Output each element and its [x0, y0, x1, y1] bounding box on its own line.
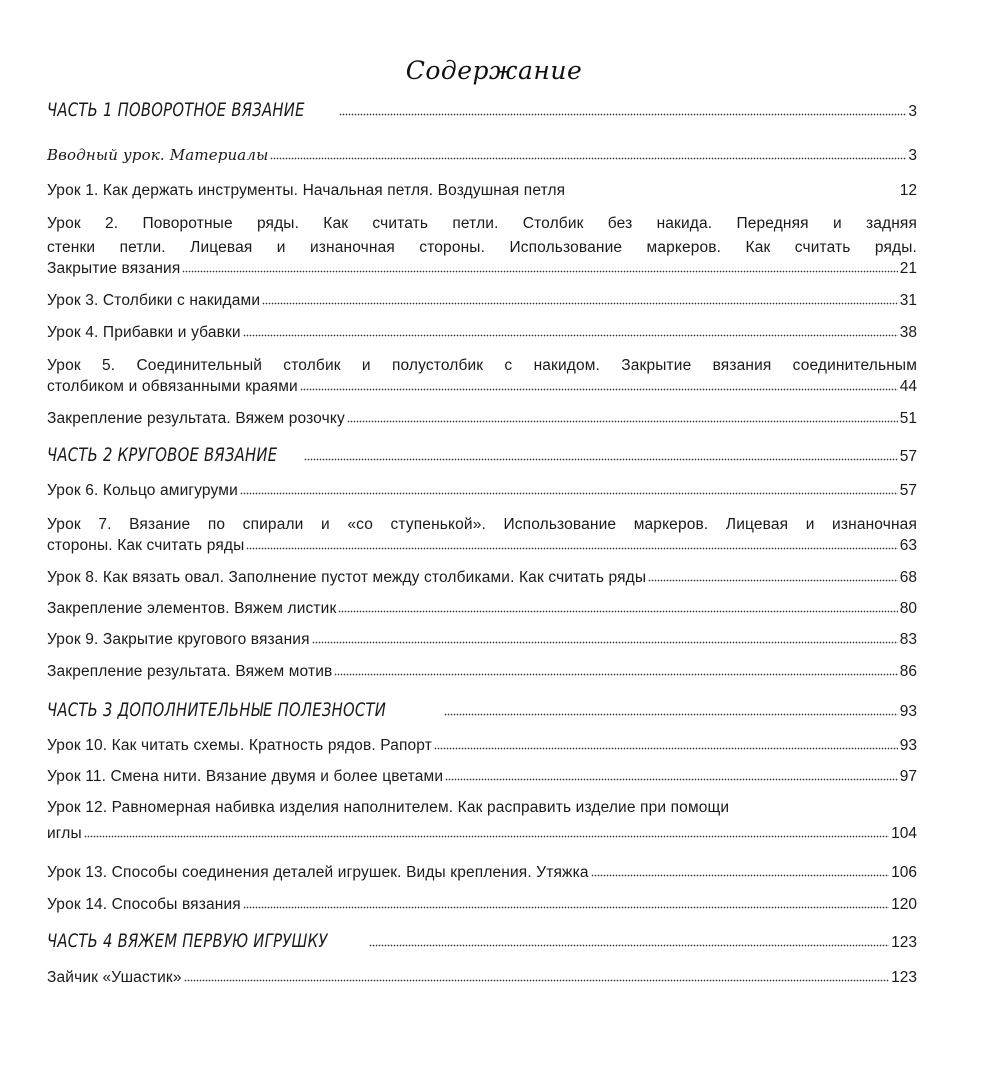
toc-entry-text: ЧАСТЬ 4 ВЯЖЕМ ПЕРВУЮ ИГРУШКУ	[47, 930, 328, 952]
toc-page-number: 44	[899, 378, 917, 395]
toc-page-number: 63	[899, 537, 917, 554]
leader-dots	[262, 302, 898, 305]
page-title: Содержание	[405, 56, 583, 85]
leader-dots	[334, 673, 897, 676]
leader-dots	[338, 610, 897, 613]
leader-dots	[240, 492, 898, 495]
toc-page-number: 104	[891, 825, 917, 842]
toc-entry-text: Урок 9. Закрытие кругового вязания	[47, 631, 310, 648]
toc-entry-text: Урок 8. Как вязать овал. Заполнение пустот между столбиками. Как считать ряды	[47, 569, 647, 586]
toc-entry-text: Закрытие вязания	[47, 260, 181, 277]
toc-page-number: 51	[899, 410, 917, 427]
toc-page-number: 12	[899, 182, 917, 199]
toc-lesson-1[interactable]	[47, 182, 917, 200]
toc-lesson-13[interactable]	[47, 864, 917, 882]
toc-entry-text: Урок 14. Способы вязания	[47, 896, 241, 913]
toc-lesson-6[interactable]	[47, 482, 917, 500]
toc-lesson-3[interactable]	[47, 292, 917, 310]
leader-dots	[339, 113, 906, 116]
toc-lesson-14[interactable]	[47, 896, 917, 914]
leader-dots	[648, 579, 898, 582]
toc-fix-3[interactable]	[47, 663, 917, 681]
leader-space	[567, 192, 898, 195]
toc-entry-line: Урок 7. Вязание по спирали и «со ступенькой». Использование маркеров. Лицевая и изнаночная	[47, 516, 917, 533]
toc-entry-text: стороны. Как считать ряды	[47, 537, 245, 554]
toc-part-2[interactable]	[47, 444, 917, 466]
leader-dots	[243, 906, 889, 909]
leader-dots	[182, 270, 897, 273]
leader-dots	[270, 157, 906, 160]
toc-lesson-7[interactable]	[47, 513, 917, 555]
toc-page-number: 123	[891, 969, 917, 986]
leader-dots	[369, 944, 889, 947]
toc-page-number: 93	[899, 703, 917, 720]
toc-page-number: 57	[899, 482, 917, 499]
leader-dots	[246, 547, 897, 550]
leader-dots	[304, 458, 897, 461]
toc-entry-text: иглы	[47, 825, 82, 842]
toc-entry-text: Урок 3. Столбики с накидами	[47, 292, 261, 309]
toc-entry-text: столбиком и обвязанными краями	[47, 378, 298, 395]
toc-page-number: 106	[891, 864, 917, 881]
toc-part-3[interactable]	[47, 699, 917, 721]
toc-lesson-2[interactable]	[47, 212, 917, 278]
toc-entry-line: стенки петли. Лицевая и изнаночная стороны. Использование маркеров. Как считать ряды.	[47, 239, 917, 256]
toc-page-number: 68	[899, 569, 917, 586]
leader-dots	[84, 835, 889, 838]
toc-entry-text: Урок 13. Способы соединения деталей игрушек. Виды крепления. Утяжка	[47, 864, 589, 881]
toc-page-number: 120	[891, 896, 917, 913]
toc-fix-1[interactable]	[47, 410, 917, 428]
toc-entry-text: Вводный урок. Материалы	[47, 146, 269, 164]
toc-page-number: 83	[899, 631, 917, 648]
toc-entry-text: ЧАСТЬ 1 ПОВОРОТНОЕ ВЯЗАНИЕ	[47, 99, 305, 121]
toc-entry-text: Урок 11. Смена нити. Вязание двумя и более цветами	[47, 768, 444, 785]
toc-entry-text: Урок 1. Как держать инструменты. Начальная петля. Воздушная петля	[47, 182, 566, 199]
toc-entry-text: ЧАСТЬ 2 КРУГОВОЕ ВЯЗАНИЕ	[47, 444, 278, 466]
toc-lesson-5[interactable]	[47, 354, 917, 396]
toc-fix-2[interactable]	[47, 600, 917, 618]
toc-lesson-10[interactable]	[47, 737, 917, 755]
toc-page-number: 80	[899, 600, 917, 617]
toc-entry-line: Урок 2. Поворотные ряды. Как считать петли. Столбик без накида. Передняя и задняя	[47, 215, 917, 232]
toc-part-4[interactable]	[47, 930, 917, 952]
toc-lesson-12[interactable]	[47, 799, 917, 843]
leader-dots	[184, 979, 890, 982]
leader-dots	[444, 713, 898, 716]
toc-entry-text: Урок 4. Прибавки и убавки	[47, 324, 241, 341]
leader-dots	[312, 641, 898, 644]
leader-dots	[300, 388, 898, 391]
toc-entry-text: Закрепление элементов. Вяжем листик	[47, 600, 337, 617]
toc-bunny[interactable]	[47, 969, 917, 987]
toc-lesson-4[interactable]	[47, 324, 917, 342]
toc-entry-text: Закрепление результата. Вяжем розочку	[47, 410, 345, 427]
leader-dots	[445, 778, 898, 781]
toc-page-number: 57	[899, 448, 917, 465]
leader-dots	[434, 747, 898, 750]
toc-entry-text: Закрепление результата. Вяжем мотив	[47, 663, 333, 680]
toc-page-number: 38	[899, 324, 917, 341]
toc-page-number: 3	[908, 147, 917, 164]
toc-page-number: 31	[899, 292, 917, 309]
leader-dots	[347, 420, 898, 423]
leader-dots	[591, 874, 890, 877]
toc-page-number: 123	[891, 934, 917, 951]
toc-page-number: 97	[899, 768, 917, 785]
toc-entry-line: Урок 12. Равномерная набивка изделия наполнителем. Как расправить изделие при помощи	[47, 799, 730, 816]
toc-page-number: 86	[899, 663, 917, 680]
toc-entry-line: Урок 5. Соединительный столбик и полустолбик с накидом. Закрытие вязания соединительным	[47, 357, 917, 374]
toc-entry-text: Урок 10. Как читать схемы. Кратность рядов. Рапорт	[47, 737, 432, 754]
toc-entry-text: ЧАСТЬ 3 ДОПОЛНИТЕЛЬНЫЕ ПОЛЕЗНОСТИ	[47, 699, 387, 721]
toc-part-1[interactable]	[47, 99, 917, 121]
toc-lesson-11[interactable]	[47, 768, 917, 786]
toc-lesson-8[interactable]	[47, 569, 917, 587]
leader-dots	[243, 334, 898, 337]
toc-page-number: 3	[908, 103, 917, 120]
toc-entry-text: Зайчик «Ушастик»	[47, 969, 182, 986]
toc-page-number: 21	[899, 260, 917, 277]
toc-entry-text: Урок 6. Кольцо амигуруми	[47, 482, 238, 499]
toc-lesson-9[interactable]	[47, 631, 917, 649]
toc-intro[interactable]	[47, 146, 917, 165]
toc-page-number: 93	[899, 737, 917, 754]
